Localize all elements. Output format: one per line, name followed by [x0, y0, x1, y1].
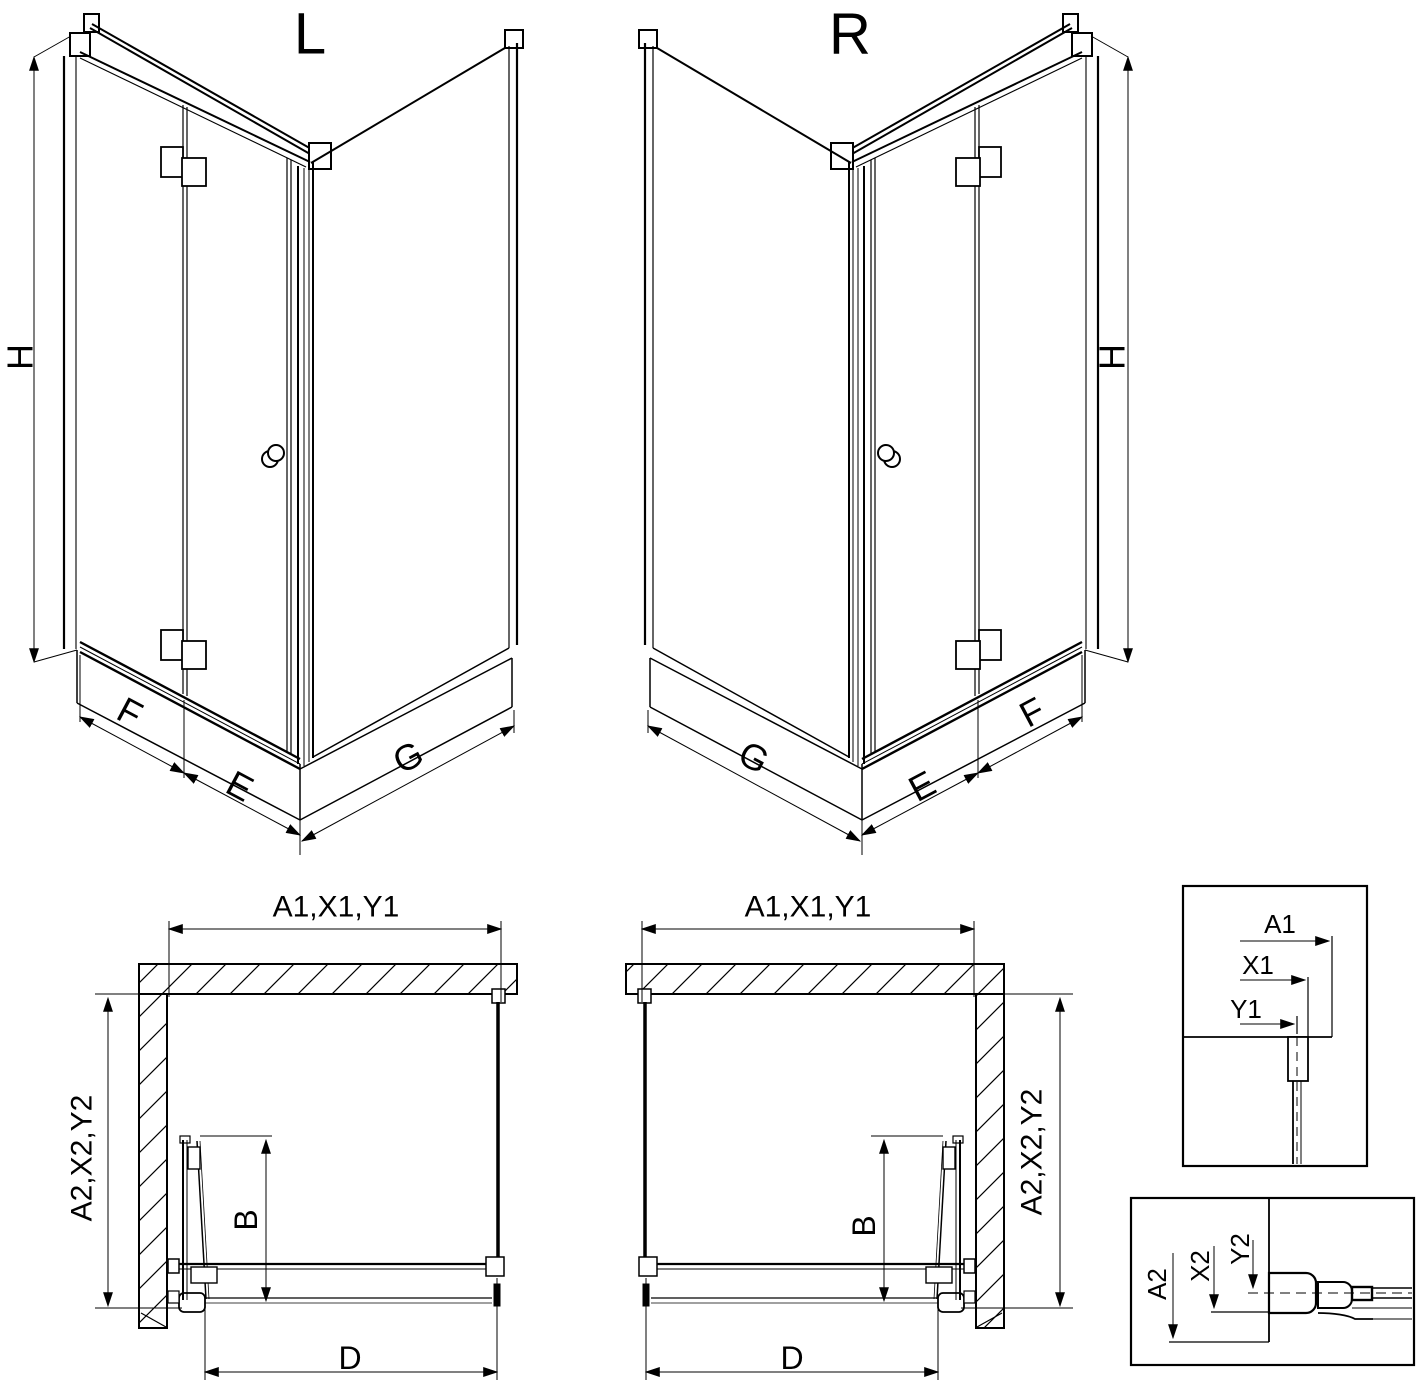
dim-label-b-left-plan: B — [228, 1209, 264, 1231]
dim-label-depth-left-plan: A2,X2,Y2 — [65, 1094, 99, 1222]
detail-label-y2: Y2 — [1225, 1233, 1255, 1265]
detail-label-x1: X1 — [1242, 950, 1274, 980]
plan-left-structure — [168, 989, 505, 1312]
iso-right-label: R — [829, 1, 871, 67]
plan-view-right — [626, 891, 1073, 1381]
dim-label-e-right: E — [901, 762, 943, 810]
detail-label-y1: Y1 — [1230, 994, 1262, 1024]
dim-label-width-left-plan: A1,X1,Y1 — [272, 890, 400, 924]
iso-view-right — [639, 2, 1133, 856]
dim-label-f-left: F — [110, 688, 150, 736]
detail-label-a1: A1 — [1264, 909, 1296, 939]
dim-label-g-left: G — [386, 732, 430, 782]
detail-box-depth — [1131, 1198, 1414, 1365]
dim-label-h-left: H — [0, 344, 41, 370]
dim-label-d-left-plan: D — [338, 1340, 362, 1376]
dim-label-h-right: H — [1091, 344, 1133, 370]
iso-view-left — [0, 2, 523, 856]
plan-right-structure — [638, 989, 975, 1312]
iso-left-label: L — [293, 1, 327, 67]
dim-label-e-left: E — [219, 762, 261, 810]
detail-box-width — [1183, 886, 1367, 1166]
detail-label-a2: A2 — [1142, 1268, 1172, 1300]
dim-label-depth-right-plan: A2,X2,Y2 — [1015, 1088, 1049, 1216]
dim-label-f-right: F — [1012, 688, 1052, 736]
detail-label-x2: X2 — [1185, 1250, 1215, 1282]
plan-view-left — [66, 891, 518, 1381]
dim-label-g-right: G — [732, 732, 776, 782]
dim-label-b-right-plan: B — [846, 1215, 882, 1237]
dim-label-d-right-plan: D — [780, 1340, 804, 1376]
dim-label-width-right-plan: A1,X1,Y1 — [744, 890, 872, 924]
